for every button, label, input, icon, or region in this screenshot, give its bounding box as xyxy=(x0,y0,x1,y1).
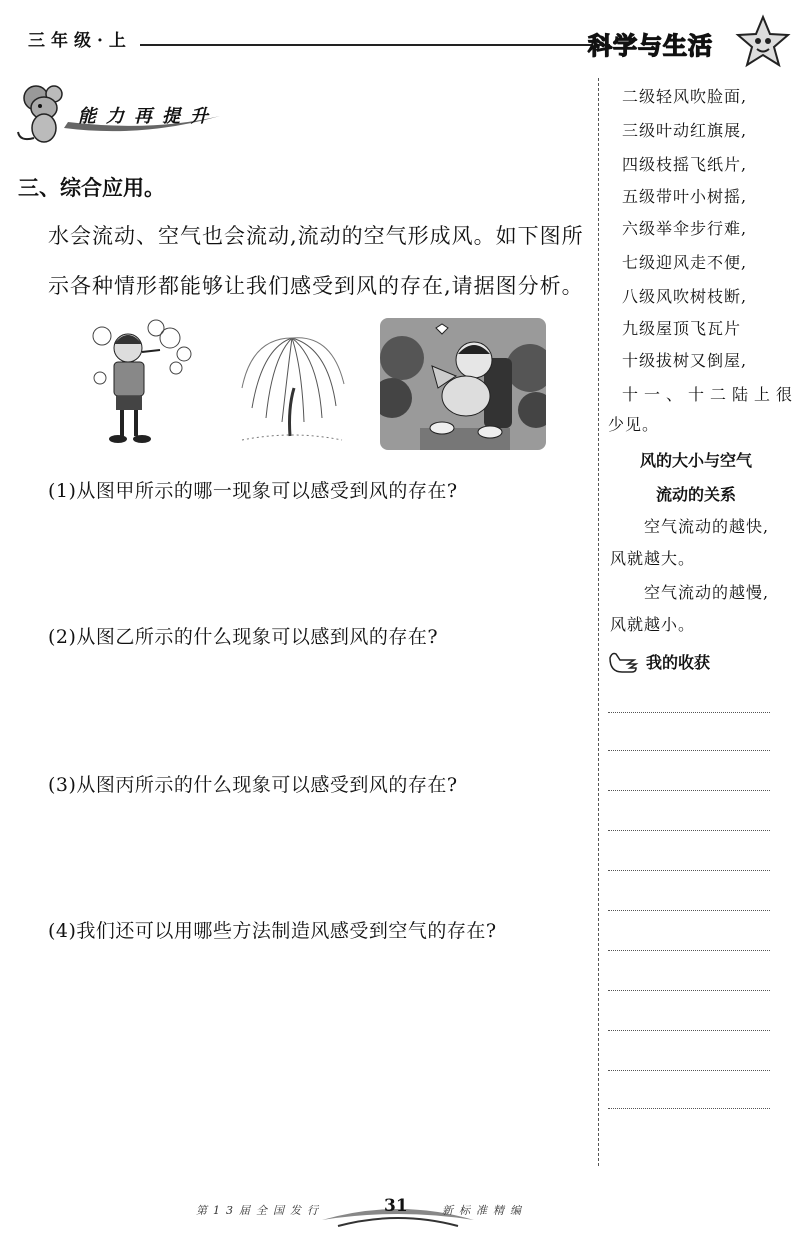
question-4: (4)我们还可以用哪些方法制造风感受到空气的存在? xyxy=(48,920,497,942)
header-rule xyxy=(140,44,610,46)
footer-left-text: 第13届全国发行 xyxy=(196,1204,324,1217)
sidebar-divider xyxy=(598,78,599,1166)
illustration-willow-tree xyxy=(232,318,352,450)
wind-level-line: 八级风吹树枝断, xyxy=(622,287,748,306)
answer-line xyxy=(608,870,770,871)
section-heading: 三、综合应用。 xyxy=(18,176,165,200)
page-number: 31 xyxy=(384,1196,408,1216)
wind-level-line: 十一、十二陆上很 xyxy=(622,385,799,404)
answer-line xyxy=(608,750,770,751)
answer-line xyxy=(608,990,770,991)
wind-level-line: 五级带叶小树摇, xyxy=(622,187,748,206)
pointing-hand-icon xyxy=(606,650,640,676)
answer-line xyxy=(608,1108,770,1109)
brand-title: 科学与生活 xyxy=(588,31,713,60)
answer-line xyxy=(608,950,770,951)
answer-line xyxy=(608,910,770,911)
footer-right-text: 新标准精编 xyxy=(442,1204,527,1217)
wind-level-line: 三级叶动红旗展, xyxy=(622,121,748,140)
relation-title-line-1: 风的大小与空气 xyxy=(639,451,752,470)
star-mascot-icon xyxy=(735,14,791,70)
question-2: (2)从图乙所示的什么现象可以感到风的存在? xyxy=(48,626,439,648)
answer-line xyxy=(608,1070,770,1071)
relation-line: 空气流动的越慢, xyxy=(644,583,770,602)
wind-level-line: 四级枝摇飞纸片, xyxy=(622,155,748,174)
wind-level-line: 二级轻风吹脸面, xyxy=(622,87,748,106)
question-3: (3)从图丙所示的什么现象可以感受到风的存在? xyxy=(48,774,458,796)
answer-line xyxy=(608,790,770,791)
section-badge-title: 能力再提升 xyxy=(78,106,218,127)
answer-line xyxy=(608,830,770,831)
intro-line-2: 示各种情形都能够让我们感受到风的存在,请据图分析。 xyxy=(48,274,584,298)
wind-level-line: 九级屋顶飞瓦片 xyxy=(622,319,742,338)
answer-line xyxy=(608,712,770,713)
intro-line-1: 水会流动、空气也会流动,流动的空气形成风。如下图所 xyxy=(48,224,584,248)
illustration-child-blowing-bubbles xyxy=(88,318,198,450)
relation-title-line-2: 流动的关系 xyxy=(655,485,736,504)
relation-line: 空气流动的越快, xyxy=(644,517,770,536)
relation-line: 风就越大。 xyxy=(610,549,696,568)
harvest-label: 我的收获 xyxy=(646,653,711,672)
answer-line xyxy=(608,1030,770,1031)
wind-level-line: 少见。 xyxy=(608,415,660,434)
relation-line: 风就越小。 xyxy=(610,615,696,634)
grade-label: 三年级·上 xyxy=(28,31,132,51)
wind-level-line: 六级举伞步行难, xyxy=(622,219,748,238)
wind-level-line: 十级拔树又倒屋, xyxy=(622,351,748,370)
question-1: (1)从图甲所示的哪一现象可以感受到风的存在? xyxy=(48,480,458,502)
illustration-boy-with-fan xyxy=(380,318,546,450)
wind-level-line: 七级迎风走不便, xyxy=(622,253,748,272)
